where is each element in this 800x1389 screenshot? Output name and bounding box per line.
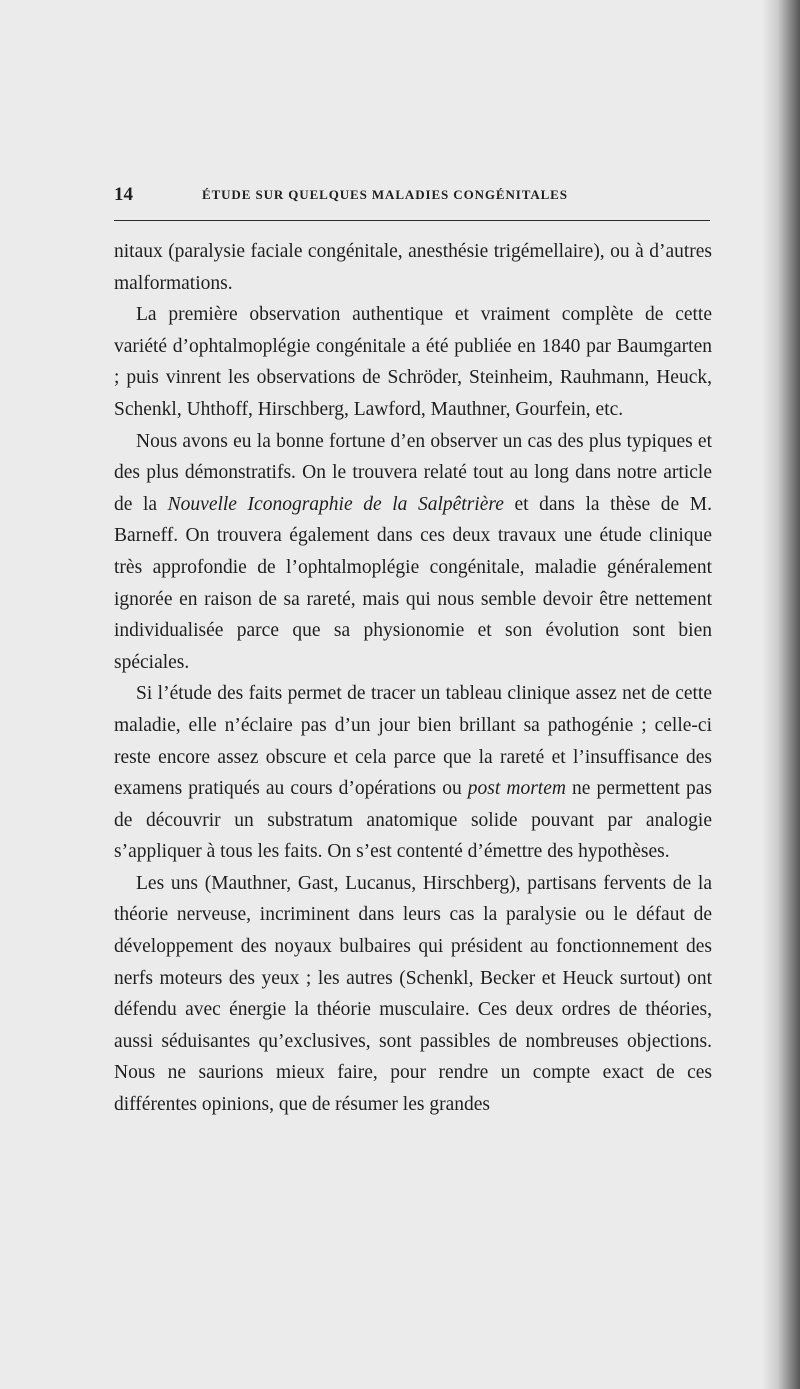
- page-header: [114, 184, 710, 208]
- paragraph-continuation: [114, 236, 712, 299]
- paragraph-text: et dans la thèse de M. Barneff. On trouvera également dans ces deux travaux une étude clinique très approfondie de l’ophtalmoplégie congénitale, maladie généralement ignorée en raison de sa rareté, mais qui nous semble devoir être nettement individualisée parce que sa physionomie et son évolution sont bien spéciales.: [114, 493, 712, 673]
- paragraph-text: La première observation authentique et vraiment complète de cette variété d’ophtalmoplégie congénitale a été publiée en 1840 par Baumgarten ; puis vinrent les observations de Schröder, Steinheim, Rauhmann, Heuck, Schenkl, Uhthoff, Hirschberg, Lawford, Mauthner, Gourfein, etc.: [114, 304, 712, 420]
- paragraph-text: nitaux (paralysie faciale congénitale, anesthésie trigémellaire), ou à d’autres malformations.: [114, 241, 712, 294]
- paragraph: [114, 426, 712, 679]
- paragraph: [114, 299, 712, 425]
- paragraph-text: Les uns (Mauthner, Gast, Lucanus, Hirschberg), partisans fervents de la théorie nerveuse, incriminent dans leurs cas la paralysie ou le défaut de développement des noyaux bulbaires qui président au fonctionnement des nerfs moteurs des yeux ; les autres (Schenkl, Becker et Heuck surtout) ont défendu avec énergie la théorie musculaire. Ces deux ordres de théories, aussi séduisantes qu’exclusives, sont passibles de nombreuses objections. Nous ne saurions mieux faire, pour rendre un compte exact de ces différentes opinions, que de résumer les grandes: [114, 872, 712, 1116]
- paragraph-text: Si l’étude des faits permet de tracer un tableau clinique assez net de cette maladie, elle n’éclaire pas d’un jour bien brillant sa pathogénie ; celle-ci reste encore assez obscure et cela parce que la rareté et l’insuffisance des examens pratiqués au cours d’opérations ou: [114, 683, 712, 800]
- paragraph: [114, 678, 712, 868]
- latin-phrase-italic: post mortem: [467, 778, 566, 800]
- paragraph-text: Nous avons eu la bonne fortune d’en observer un cas des plus typiques et des plus démonstratifs. On le trouvera relaté tout au long dans notre article de la: [114, 430, 712, 515]
- page-number: 14: [114, 184, 133, 205]
- running-title: ÉTUDE SUR QUELQUES MALADIES CONGÉNITALES: [202, 187, 568, 202]
- page-edge-shadow: [762, 0, 800, 1389]
- journal-title-italic: Nouvelle Iconographie de la Salpêtrière: [167, 493, 504, 515]
- body-text: [114, 236, 712, 1121]
- paragraph: [114, 868, 712, 1121]
- paragraph-text: ne permettent pas de découvrir un substratum anatomique solide pouvant par analogie s’appliquer à tous les faits. On s’est contenté d’émettre des hypothèses.: [114, 778, 712, 863]
- header-rule: [114, 220, 710, 221]
